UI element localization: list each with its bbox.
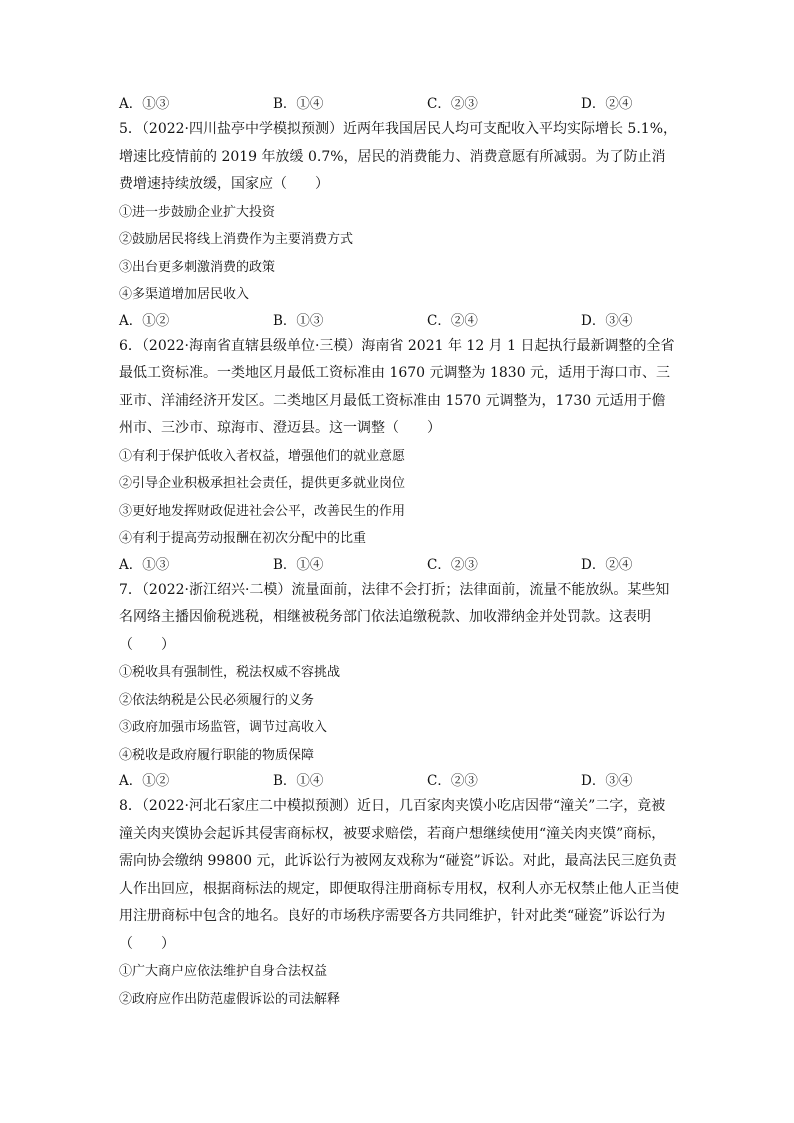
q6-option-1: ①有利于保护低收入者权益，增强他们的就业意愿 xyxy=(119,448,406,464)
q7-choice-b[interactable]: B．①④ xyxy=(273,773,324,789)
q4-choice-b[interactable]: B．①④ xyxy=(273,96,324,112)
q5-option-4: ④多渠道增加居民收入 xyxy=(119,287,250,302)
q8-option-2: ②政府应作出防范虚假诉讼的司法解释 xyxy=(119,991,341,1007)
q5-stem: 5．（2022·四川盐亭中学模拟预测）近两年我国居民人均可支配收入平均实际增长 5.1%，增速比疫情前的 2019 年放缓 0.7%，居民的消费能力、消费意愿有所减弱。为了防止消费增速持续放缓，国家应（ ） xyxy=(119,121,678,192)
question-6 xyxy=(119,333,679,577)
q8-stem: 8．（2022·河北石家庄二中模拟预测）近日，几百家肉夹馍小吃店因带“潼关”二字，竟被潼关肉夹馍协会起诉其侵害商标权，被要求赔偿，若商户想继续使用“潼关肉夹馍”商标，需向协会缴纳 99800 元，此诉讼行为被网友戏称为“碰瓷”诉讼。对此，最高法民三庭负责人作出回应，根据商标法的规定，即便取得注册商标专用权，权利人亦无权禁止他人正当使用注册商标中包含的地名。良好的市场秩序需要各方共同维护，针对此类“碰瓷”诉讼行为 xyxy=(119,798,679,924)
q8-answer-blank: （ ） xyxy=(119,935,175,952)
q7-choice-a[interactable]: A．①② xyxy=(119,773,170,789)
q6-option-4: ④有利于提高劳动报酬在初次分配中的比重 xyxy=(119,531,367,546)
q7-answer-blank: （ ） xyxy=(119,636,175,653)
q6-choice-d[interactable]: D．②④ xyxy=(581,556,633,573)
q7-choices xyxy=(119,769,679,793)
q6-stem: 6．（2022·海南省直辖县级单位·三模）海南省 2021 年 12 月 1 日起执行最新调整的全省最低工资标准。一类地区月最低工资标准由 1670 元调整为 1830 元，适用于海口市、三亚市、洋浦经济开发区。二类地区月最低工资标准由 1570 元调整为，1730 元适用于儋州市、三沙市、琼海市、澄迈县。这一调整（ ） xyxy=(119,337,675,436)
q7-stem: 7．（2022·浙江绍兴·二模）流量面前，法律不会打折；法律面前，流量不能放纵。某些知名网络主播因偷税逃税，相继被税务部门依法追缴税款、加收滞纳金并处罚款。这表明 xyxy=(119,581,670,625)
q5-option-1: ①进一步鼓励企业扩大投资 xyxy=(119,204,276,220)
q4-choices xyxy=(119,92,679,116)
q6-choice-c[interactable]: C．②③ xyxy=(427,556,478,573)
q5-choice-c[interactable]: C．②④ xyxy=(427,312,478,329)
q4-choice-a[interactable]: A．①③ xyxy=(119,96,170,112)
question-8 xyxy=(119,793,679,1013)
q4-choice-c[interactable]: C．②③ xyxy=(427,96,478,112)
q7-option-4: ④税收是政府履行职能的物质保障 xyxy=(119,747,315,763)
q5-choice-a[interactable]: A．①② xyxy=(119,312,170,329)
q6-choice-b[interactable]: B．①④ xyxy=(273,556,324,573)
q5-option-3: ③出台更多刺激消费的政策 xyxy=(119,259,276,275)
q6-option-3: ③更好地发挥财政促进社会公平，改善民生的作用 xyxy=(119,503,406,519)
q7-choice-d[interactable]: D．③④ xyxy=(581,773,633,789)
q5-choice-d[interactable]: D．③④ xyxy=(581,312,633,329)
question-5 xyxy=(119,116,679,333)
question-7 xyxy=(119,577,679,794)
question-list xyxy=(119,92,679,1013)
q7-option-2: ②依法纳税是公民必须履行的义务 xyxy=(119,692,315,708)
q4-choice-d[interactable]: D．②④ xyxy=(581,96,633,112)
q6-choice-a[interactable]: A．①③ xyxy=(119,556,170,573)
q6-option-2: ②引导企业积极承担社会责任，提供更多就业岗位 xyxy=(119,476,406,491)
q5-choices xyxy=(119,309,679,333)
q7-choice-c[interactable]: C．②③ xyxy=(427,773,478,789)
q7-option-3: ③政府加强市场监管，调节过高收入 xyxy=(119,720,328,735)
q6-choices xyxy=(119,553,679,577)
q5-option-2: ②鼓励居民将线上消费作为主要消费方式 xyxy=(119,232,354,247)
q7-option-1: ①税收具有强制性，税法权威不容挑战 xyxy=(119,665,341,680)
q8-option-1: ①广大商户应依法维护自身合法权益 xyxy=(119,964,328,979)
q5-choice-b[interactable]: B．①③ xyxy=(273,312,324,329)
